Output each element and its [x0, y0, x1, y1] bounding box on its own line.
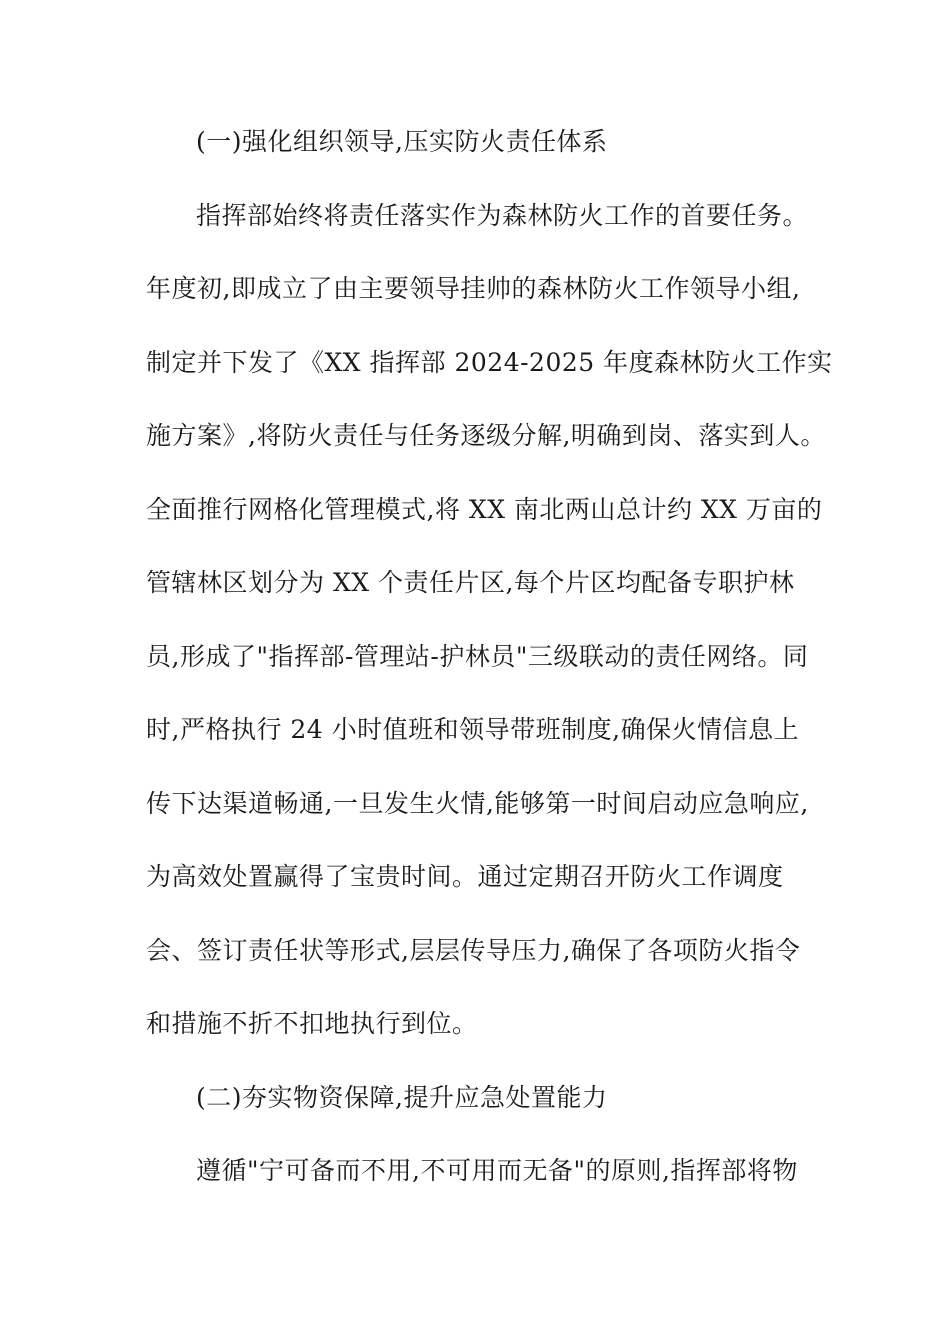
- paragraph-line: 员,形成了"指挥部-管理站-护林员"三级联动的责任网络。同: [146, 642, 809, 671]
- paragraph-line: 时,严格执行 24 小时值班和领导带班制度,确保火情信息上: [146, 715, 800, 744]
- section-heading-1: (一)强化组织领导,压实防火责任体系: [196, 127, 608, 156]
- paragraph-line: 全面推行网格化管理模式,将 XX 南北两山总计约 XX 万亩的: [146, 495, 823, 524]
- paragraph-line: 和措施不折不扣地执行到位。: [146, 1009, 478, 1038]
- paragraph-line: 制定并下发了《XX 指挥部 2024-2025 年度森林防火工作实: [146, 348, 833, 377]
- paragraph-line: 遵循"宁可备而不用,不可用而无备"的原则,指挥部将物: [196, 1156, 798, 1185]
- paragraph-line: 会、签订责任状等形式,层层传导压力,确保了各项防火指令: [146, 936, 801, 965]
- paragraph-line: 传下达渠道畅通,一旦发生火情,能够第一时间启动应急响应,: [146, 789, 809, 818]
- paragraph-line: 指挥部始终将责任落实作为森林防火工作的首要任务。: [196, 201, 809, 230]
- paragraph-line: 施方案》,将防火责任与任务逐级分解,明确到岗、落实到人。: [146, 421, 826, 450]
- section-heading-2: (二)夯实物资保障,提升应急处置能力: [196, 1083, 608, 1112]
- paragraph-line: 管辖林区划分为 XX 个责任片区,每个片区均配备专职护林: [146, 568, 795, 597]
- paragraph-line: 为高效处置赢得了宝贵时间。通过定期召开防火工作调度: [146, 862, 784, 891]
- paragraph-line: 年度初,即成立了由主要领导挂帅的森林防火工作领导小组,: [146, 274, 801, 303]
